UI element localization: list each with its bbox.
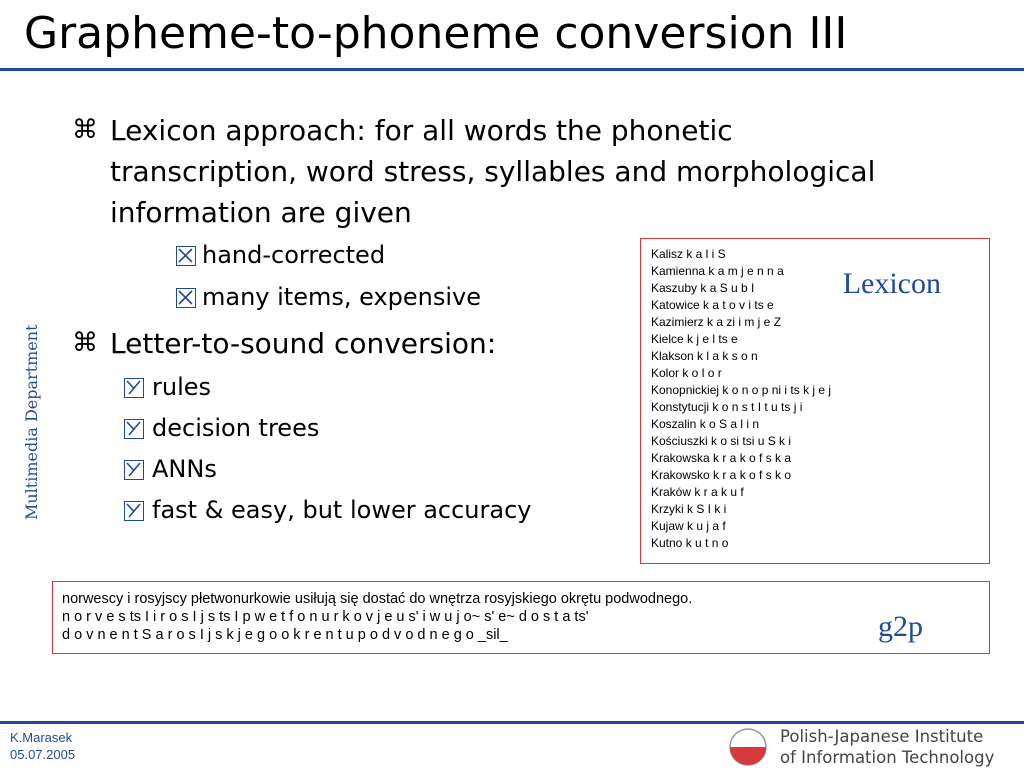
g2p-lines: [62, 590, 692, 644]
subitem-text: many items, expensive: [202, 283, 482, 311]
g2p-label: g2p: [878, 610, 923, 643]
lexicon-entry: Koszalin k o S a l i n: [651, 417, 760, 431]
g2p-phonetic-line: d o v n e n t S a r o s I j s k j e g o o k r e n t u p o d v o d n e g o _sil_: [62, 627, 508, 643]
g2p-box: [52, 581, 990, 654]
subitem-many-items: [176, 282, 481, 312]
bullet-text: Lexicon approach: for all words the phonetic transcription, word stress, syllables and morphological information are given: [110, 114, 876, 229]
subitem-text: hand-corrected: [202, 241, 386, 269]
lexicon-entry: Kujaw k u j a f: [651, 519, 726, 533]
subitem-rules: [124, 372, 211, 402]
command-key-icon: ⌘: [72, 328, 98, 358]
subitem-text: ANNs: [152, 455, 217, 483]
bullet-text: Letter-to-sound conversion:: [110, 327, 497, 360]
lexicon-entry: Kutno k u t n o: [651, 536, 729, 550]
lexicon-entry: Krzyki k S I k i: [651, 502, 727, 516]
lexicon-entry: Krakowsko k r a k o f s k o: [651, 468, 792, 482]
subitem-text: rules: [152, 373, 212, 401]
date: 05.07.2005: [10, 747, 76, 762]
department-label: Multimedia Department: [22, 324, 41, 520]
lexicon-label: Lexicon: [842, 267, 941, 300]
checkbox-x-icon: [176, 288, 196, 308]
author: K.Marasek: [10, 730, 73, 745]
command-key-icon: ⌘: [72, 115, 98, 145]
slide-title: Grapheme-to-phoneme conversion III: [24, 8, 848, 59]
title-divider: [0, 68, 1024, 71]
institute-line-2: of Information Technology: [780, 748, 995, 767]
lexicon-entry: Kościuszki k o si tsi u S k i: [651, 434, 792, 448]
subitem-decision-trees: [124, 413, 319, 443]
lexicon-entry: Kalisz k a l i S: [651, 247, 726, 261]
g2p-orthographic-line: norwescy i rosyjscy płetwonurkowie usiłują się dostać do wnętrza rosyjskiego okrętu podwodnego.: [62, 591, 693, 607]
g2p-phonetic-line: n o r v e s ts I i r o s I j s ts I p w e t f o n u r k o v j e u s' i w u j o~ s' e~ d o s t a ts': [62, 609, 589, 625]
bullet-lexicon-approach: [72, 110, 900, 233]
subitem-text: fast & easy, but lower accuracy: [152, 496, 532, 524]
institute-line-1: Polish-Japanese Institute: [780, 727, 984, 746]
lexicon-entry: Krakowska k r a k o f s k a: [651, 451, 792, 465]
lexicon-entry: Kamienna k a m j e n n a: [651, 264, 784, 278]
footer-divider: [0, 721, 1024, 724]
checkbox-y-icon: [124, 501, 144, 521]
institute-name: [780, 726, 994, 768]
institute-logo-icon: [728, 727, 768, 771]
checkbox-y-icon: [124, 378, 144, 398]
lexicon-box: [640, 238, 990, 564]
lexicon-entry: Klakson k l a k s o n: [651, 349, 758, 363]
lexicon-entry: Katowice k a t o v i ts e: [651, 298, 774, 312]
lexicon-entry: Kaszuby k a S u b I: [651, 281, 755, 295]
checkbox-x-icon: [176, 246, 196, 266]
subitem-anns: [124, 454, 217, 484]
subitem-hand-corrected: [176, 240, 385, 270]
lexicon-entry-list: [651, 246, 831, 552]
lexicon-entry: Kolor k o l o r: [651, 366, 722, 380]
lexicon-entry: Konopnickiej k o n o p ni i ts k j e j: [651, 383, 832, 397]
lexicon-entry: Kielce k j e l ts e: [651, 332, 738, 346]
subitem-text: decision trees: [152, 414, 320, 442]
checkbox-y-icon: [124, 419, 144, 439]
checkbox-y-icon: [124, 460, 144, 480]
lexicon-entry: Konstytucji k o n s t I t u ts j i: [651, 400, 803, 414]
footer-meta: [10, 729, 75, 763]
lexicon-entry: Kraków k r a k u f: [651, 485, 744, 499]
subitem-fast-easy: [124, 495, 532, 525]
lexicon-entry: Kazimierz k a zi i m j e Z: [651, 315, 782, 329]
